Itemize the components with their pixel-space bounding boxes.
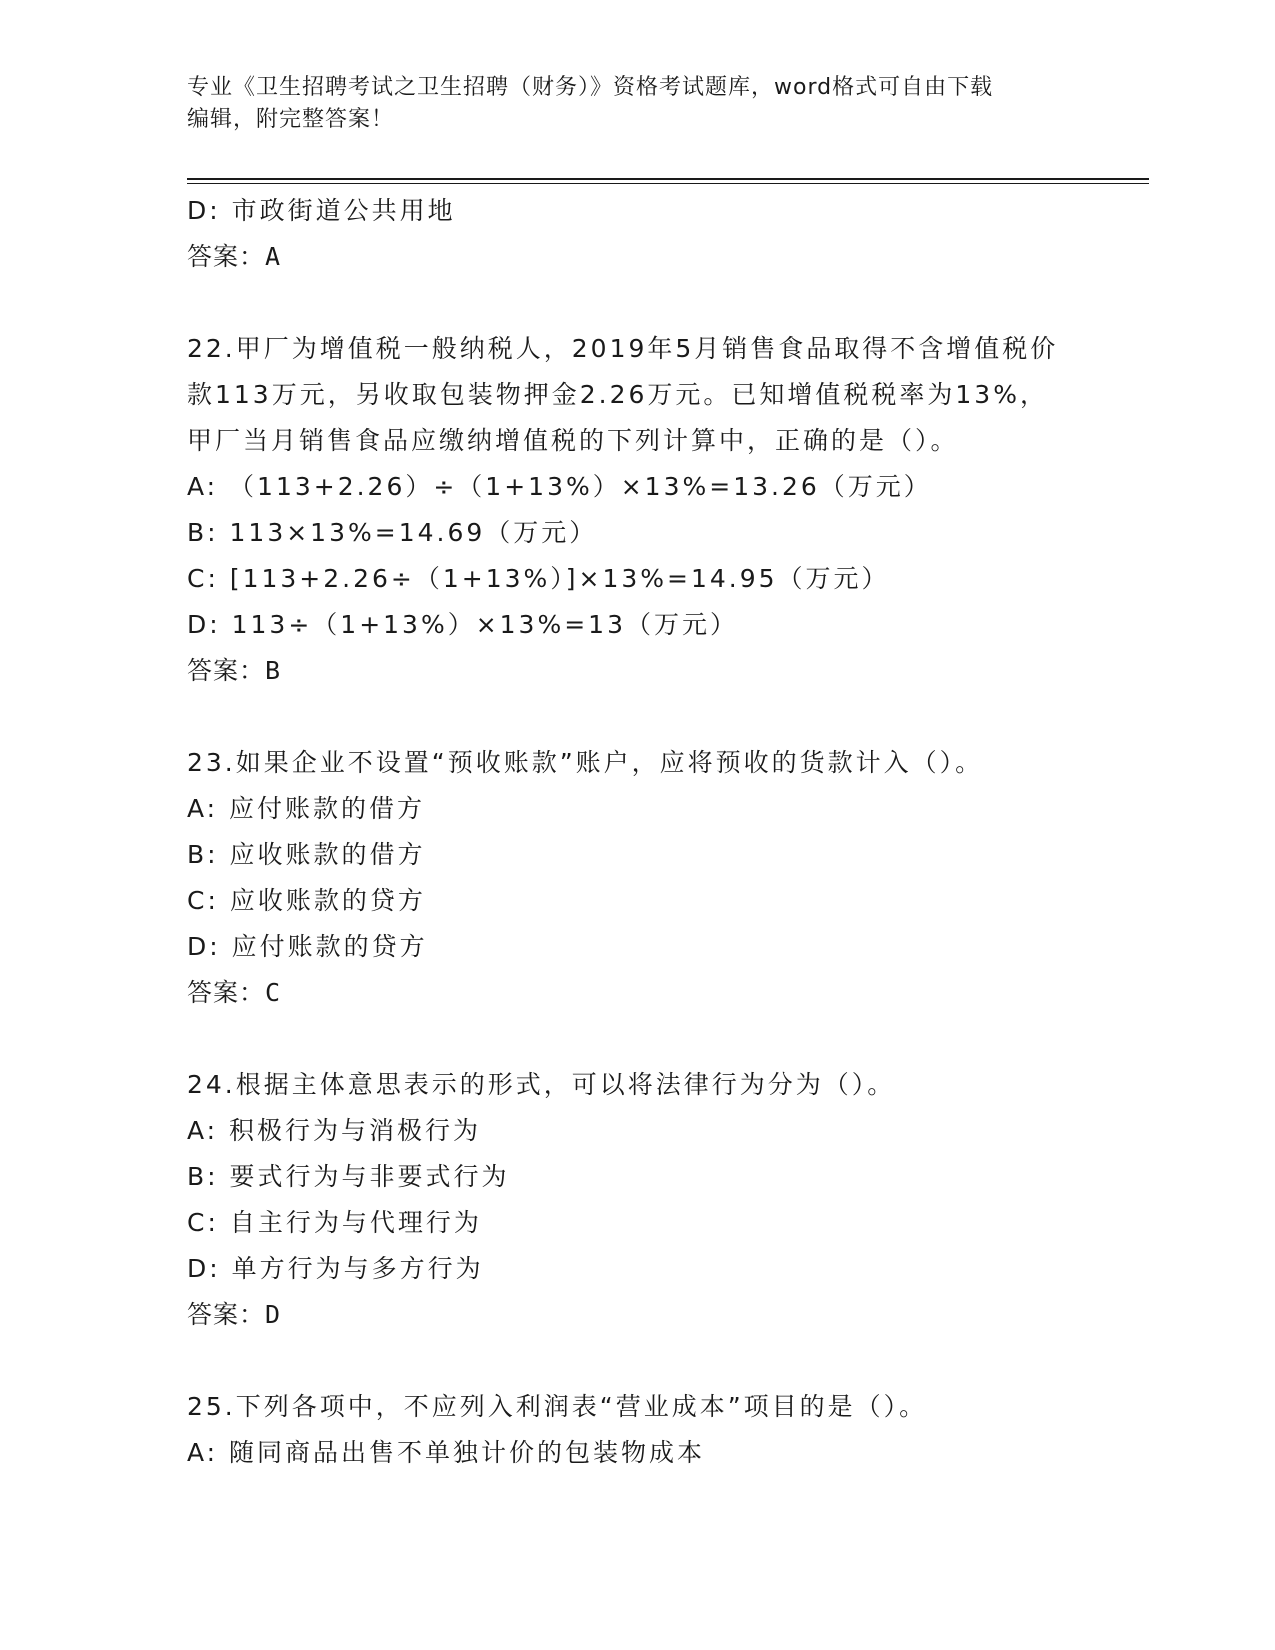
question-22 <box>187 326 1147 694</box>
answer-value: A <box>265 242 282 271</box>
question-21-tail <box>187 188 1147 280</box>
question-stem-line: 23.如果企业不设置“预收账款”账户，应将预收的货款计入（）。 <box>187 748 984 777</box>
document-header <box>187 72 1087 136</box>
option-b: B: 应收账款的借方 <box>187 840 426 869</box>
option-d: D: 市政街道公共用地 <box>187 196 456 225</box>
option-d: D: 113÷（1+13%）×13%=13（万元） <box>187 610 738 639</box>
question-stem-line: 24.根据主体意思表示的形式，可以将法律行为分为（）。 <box>187 1070 896 1099</box>
question-stem-line: 甲厂当月销售食品应缴纳增值税的下列计算中，正确的是（）。 <box>187 426 959 455</box>
answer-label: 答案： <box>187 978 266 1007</box>
answer-value: B <box>265 656 282 685</box>
answer-label: 答案： <box>187 242 266 271</box>
answer-line <box>187 234 1147 280</box>
header-divider-thin <box>187 183 1149 184</box>
option-a: A: 积极行为与消极行为 <box>187 1116 482 1145</box>
option-c: C: 应收账款的贷方 <box>187 886 426 915</box>
question-23 <box>187 740 1147 1016</box>
answer-value: D <box>265 1300 282 1329</box>
answer-label: 答案： <box>187 1300 266 1329</box>
question-stem-line: 款113万元，另收取包装物押金2.26万元。已知增值税税率为13%， <box>187 380 1048 409</box>
option-c: C: [113+2.26÷（1+13%）]×13%=14.95（万元） <box>187 564 890 593</box>
question-24 <box>187 1062 1147 1338</box>
header-divider-thick <box>187 178 1149 180</box>
option-d: D: 单方行为与多方行为 <box>187 1254 484 1283</box>
answer-value: C <box>265 978 282 1007</box>
question-stem-line: 25.下列各项中，不应列入利润表“营业成本”项目的是（）。 <box>187 1392 928 1421</box>
option-a: A: （113+2.26）÷（1+13%）×13%=13.26（万元） <box>187 472 932 501</box>
question-list <box>187 188 1147 1476</box>
header-line-2: 编辑，附完整答案！ <box>187 107 395 132</box>
option-a: A: 应付账款的借方 <box>187 794 426 823</box>
header-line-1: 专业《卫生招聘考试之卫生招聘（财务）》资格考试题库，word格式可自由下载 <box>187 75 994 100</box>
question-stem-line: 22.甲厂为增值税一般纳税人，2019年5月销售食品取得不含增值税价 <box>187 334 1059 363</box>
option-c: C: 自主行为与代理行为 <box>187 1208 482 1237</box>
option-a: A: 随同商品出售不单独计价的包装物成本 <box>187 1438 706 1467</box>
answer-line <box>187 1292 1147 1338</box>
answer-label: 答案： <box>187 656 266 685</box>
option-b: B: 要式行为与非要式行为 <box>187 1162 510 1191</box>
question-25 <box>187 1384 1147 1476</box>
option-d: D: 应付账款的贷方 <box>187 932 428 961</box>
answer-line <box>187 970 1147 1016</box>
answer-line <box>187 648 1147 694</box>
option-b: B: 113×13%=14.69（万元） <box>187 518 598 547</box>
